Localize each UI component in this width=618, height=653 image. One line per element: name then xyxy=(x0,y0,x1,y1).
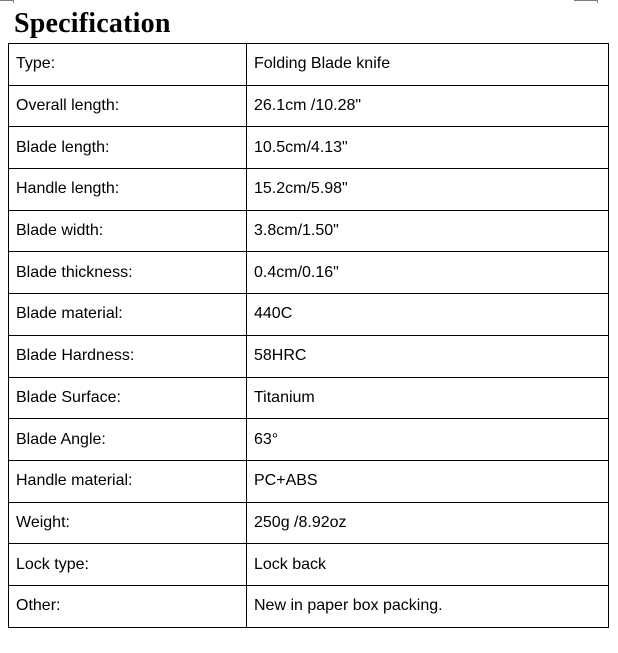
row-label: Overall length: xyxy=(9,85,247,127)
page-title: Specification xyxy=(14,8,171,39)
table-row xyxy=(9,502,609,544)
row-label: Handle material: xyxy=(9,460,247,502)
row-value: 63° xyxy=(247,419,609,461)
row-label: Blade width: xyxy=(9,210,247,252)
table-row xyxy=(9,252,609,294)
crop-mark-right-tick xyxy=(597,0,598,3)
table-row xyxy=(9,127,609,169)
table-row xyxy=(9,44,609,86)
row-value: New in paper box packing. xyxy=(247,585,609,627)
row-value: 26.1cm /10.28" xyxy=(247,85,609,127)
table-row xyxy=(9,210,609,252)
table-row xyxy=(9,419,609,461)
row-value: 3.8cm/1.50" xyxy=(247,210,609,252)
table-row xyxy=(9,544,609,586)
row-label: Blade material: xyxy=(9,294,247,336)
row-value: 250g /8.92oz xyxy=(247,502,609,544)
specification-table xyxy=(8,43,609,628)
row-label: Other: xyxy=(9,585,247,627)
row-value: Lock back xyxy=(247,544,609,586)
row-value: PC+ABS xyxy=(247,460,609,502)
row-value: 440C xyxy=(247,294,609,336)
table-row xyxy=(9,85,609,127)
row-value: 15.2cm/5.98" xyxy=(247,169,609,211)
table-row xyxy=(9,377,609,419)
row-value: Folding Blade knife xyxy=(247,44,609,86)
row-label: Type: xyxy=(9,44,247,86)
row-label: Blade Surface: xyxy=(9,377,247,419)
table-row xyxy=(9,585,609,627)
row-label: Handle length: xyxy=(9,169,247,211)
row-value: 58HRC xyxy=(247,335,609,377)
crop-mark-left xyxy=(0,0,14,1)
crop-mark-left-tick xyxy=(13,0,14,3)
row-label: Weight: xyxy=(9,502,247,544)
table-row xyxy=(9,169,609,211)
row-label: Blade thickness: xyxy=(9,252,247,294)
row-label: Blade Angle: xyxy=(9,419,247,461)
table-row xyxy=(9,335,609,377)
table-row xyxy=(9,294,609,336)
row-label: Blade Hardness: xyxy=(9,335,247,377)
row-value: Titanium xyxy=(247,377,609,419)
row-label: Blade length: xyxy=(9,127,247,169)
crop-mark-right xyxy=(574,0,598,1)
row-value: 10.5cm/4.13" xyxy=(247,127,609,169)
row-label: Lock type: xyxy=(9,544,247,586)
table-row xyxy=(9,460,609,502)
row-value: 0.4cm/0.16" xyxy=(247,252,609,294)
